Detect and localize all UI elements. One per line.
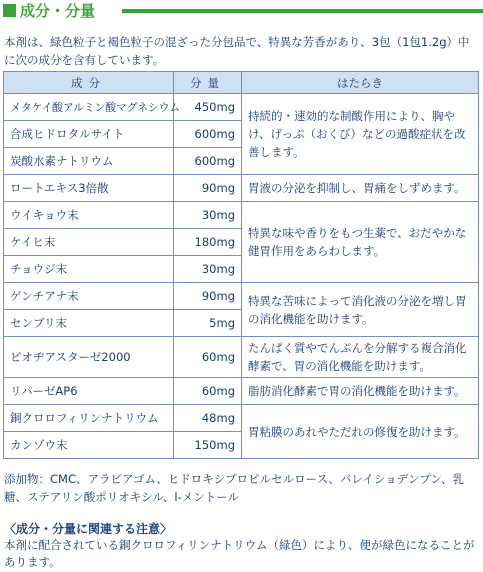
ingredient-name: 炭酸水素ナトリウム (4, 148, 174, 175)
ingredient-name: 銅クロロフィリンナトリウム (4, 405, 174, 432)
ingredient-action: 胃液の分泌を抑制し、胃痛をしずめます。 (242, 175, 479, 202)
ingredient-amount: 30mg (174, 256, 242, 283)
ingredient-amount: 450mg (174, 94, 242, 121)
table-row (4, 337, 479, 378)
ingredient-amount: 600mg (174, 121, 242, 148)
ingredient-name: チョウジ末 (4, 256, 174, 283)
ingredient-amount: 60mg (174, 337, 242, 378)
ingredient-amount: 48mg (174, 405, 242, 432)
ingredient-name: ゲンチアナ末 (4, 283, 174, 310)
ingredient-amount: 150mg (174, 432, 242, 459)
ingredient-amount: 90mg (174, 283, 242, 310)
ingredient-amount: 5mg (174, 310, 242, 337)
ingredient-amount: 60mg (174, 378, 242, 405)
section-header (0, 0, 483, 24)
ingredient-action: 脂肪消化酵素で胃の消化機能を助けます。 (242, 378, 479, 405)
header-amount: 分量 (174, 72, 242, 94)
ingredient-name: ロートエキス3倍散 (4, 175, 174, 202)
ingredient-action: たんぱく質やでんぷんを分解する複合消化酵素で、胃の消化機能を助けます。 (242, 337, 479, 378)
ingredient-amount: 30mg (174, 202, 242, 229)
table-row (4, 405, 479, 432)
note-body: 本剤に配合されている銅クロロフィリンナトリウム（緑色）により、便が緑色になることがあります。 (4, 538, 475, 569)
ingredient-name: センブリ末 (4, 310, 174, 337)
ingredient-name: 合成ヒドロタルサイト (4, 121, 174, 148)
section-title: 成分・分量 (20, 2, 96, 20)
note-title: 〈成分・分量に関連する注意〉 (4, 522, 173, 536)
intro-text: 本剤は、緑色粒子と褐色粒子の混ざった分包品で、特異な芳香があり、3包（1包1.2g）中に次の成分を含有しています。 (4, 35, 470, 67)
table-row (4, 378, 479, 405)
ingredient-name: ケイヒ末 (4, 229, 174, 256)
ingredients-table (3, 71, 479, 459)
ingredient-action: 胃粘膜のあれやただれの修復を助けます。 (242, 405, 479, 459)
ingredient-amount: 600mg (174, 148, 242, 175)
header-action: はたらき (242, 72, 479, 94)
ingredient-action: 持続的・速効的な制酸作用により、胸やけ、げっぷ（おくび）などの過酸症状を改善します。 (242, 94, 479, 175)
table-row (4, 94, 479, 121)
additives-text: 添加物：CMC、アラビアゴム、ヒドロキシプロピルセルロース、バレイショデンプン、乳糖、ステアリン酸ポリオキシル、l-メントール (4, 472, 464, 504)
ingredient-action: 特異な苦味によって消化液の分泌を増し胃の消化機能を助けます。 (242, 283, 479, 337)
header-square-icon (3, 4, 16, 17)
table-row (4, 202, 479, 229)
ingredient-action: 特異な味や香りをもつ生薬で、おだやかな健胃作用をあらわします。 (242, 202, 479, 283)
ingredient-name: リパーゼAP6 (4, 378, 174, 405)
ingredient-name: メタケイ酸アルミン酸マグネシウム (4, 94, 174, 121)
header-name: 成分 (4, 72, 174, 94)
ingredient-name: ビオヂアスターゼ2000 (4, 337, 174, 378)
header-rule (122, 9, 483, 13)
ingredient-amount: 90mg (174, 175, 242, 202)
table-row (4, 175, 479, 202)
ingredient-name: ウイキョウ末 (4, 202, 174, 229)
table-header-row (4, 72, 479, 94)
ingredient-amount: 180mg (174, 229, 242, 256)
ingredient-name: カンゾウ末 (4, 432, 174, 459)
table-row (4, 283, 479, 310)
